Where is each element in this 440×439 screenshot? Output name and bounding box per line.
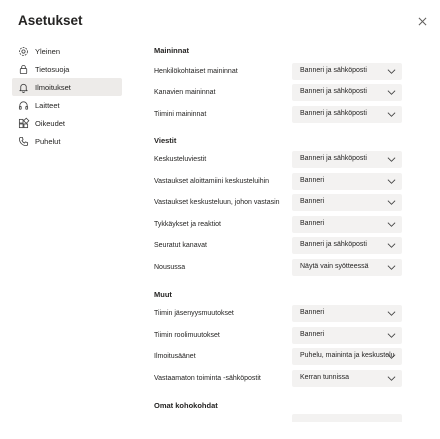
team-role-select[interactable] — [292, 327, 402, 344]
sidebar-item-label: Tietosuoja — [35, 64, 70, 74]
chevron-down-icon — [387, 310, 396, 317]
select-value: Näytä vain syötteessä — [300, 263, 369, 270]
setting-label: Kanavien maininnat — [154, 89, 216, 96]
chevron-down-icon — [387, 89, 396, 96]
select-value: Banneri ja sähköposti — [300, 110, 367, 117]
setting-row-team-membership — [154, 305, 404, 323]
select-value: Banneri ja sähköposti — [300, 155, 367, 162]
setting-row-replies-started — [154, 173, 404, 191]
chevron-down-icon — [387, 199, 396, 206]
setting-row-notification-sounds — [154, 348, 404, 366]
setting-row-likes-reactions — [154, 216, 404, 234]
chevron-down-icon — [387, 375, 396, 382]
setting-label: Tiimin roolimuutokset — [154, 332, 220, 339]
section-title-mentions: Maininnat — [154, 46, 189, 55]
section-title-highlights: Omat kohokohdat — [154, 401, 218, 410]
sidebar-item-general[interactable] — [12, 42, 122, 60]
sidebar-item-label: Oikeudet — [35, 118, 66, 128]
setting-label: Vastaukset keskusteluun, johon vastasin — [154, 199, 280, 206]
setting-label: Nousussa — [154, 264, 186, 271]
setting-row-missed-activity-emails — [154, 370, 404, 388]
setting-label: Tiimini maininnat — [154, 111, 207, 118]
sidebar-item-calls[interactable] — [12, 132, 122, 150]
channel-mentions-select[interactable] — [292, 84, 402, 101]
setting-label: Tykkäykset ja reaktiot — [154, 221, 221, 228]
chat-messages-select[interactable] — [292, 151, 402, 168]
select-value: Banneri — [300, 198, 325, 205]
sidebar-item-privacy[interactable] — [12, 60, 122, 78]
chevron-down-icon — [387, 242, 396, 249]
likes-reactions-select[interactable] — [292, 216, 402, 233]
chevron-down-icon — [387, 264, 396, 271]
setting-label: Ilmoitusäänet — [154, 353, 196, 360]
team-membership-select[interactable] — [292, 305, 402, 322]
chevron-down-icon — [387, 332, 396, 339]
section-title-other: Muut — [154, 290, 172, 299]
missed-activity-emails-select[interactable] — [292, 370, 402, 387]
sidebar-item-permissions[interactable] — [12, 114, 122, 132]
setting-row-team-role — [154, 327, 404, 345]
setting-row-trending — [154, 259, 404, 277]
chevron-down-icon — [387, 178, 396, 185]
phone-icon — [18, 136, 29, 147]
select-value: Kerran tunnissa — [300, 374, 350, 381]
chevron-down-icon — [387, 156, 396, 163]
select-value: Banneri — [300, 220, 325, 227]
dialog-title: Asetukset — [18, 13, 83, 28]
sidebar-item-notifications[interactable] — [12, 78, 122, 96]
setting-label: Vastaukset aloittamiini keskusteluihin — [154, 178, 270, 185]
setting-label: Keskusteluviestit — [154, 156, 207, 163]
setting-row-replies-replied — [154, 194, 404, 212]
select-value: Banneri — [300, 177, 325, 184]
lock-icon — [18, 64, 29, 75]
sidebar-item-devices[interactable] — [12, 96, 122, 114]
headset-icon — [18, 100, 29, 111]
chevron-down-icon — [387, 111, 396, 118]
personal-mentions-select[interactable] — [292, 63, 402, 80]
notification-sounds-select[interactable] — [292, 348, 402, 365]
select-value: Banneri — [300, 309, 325, 316]
chevron-down-icon — [387, 68, 396, 75]
setting-row-followed-channels — [154, 237, 404, 255]
select-value: Banneri ja sähköposti — [300, 67, 367, 74]
bell-icon — [18, 82, 29, 93]
select-value: Banneri ja sähköposti — [300, 241, 367, 248]
section-title-messages: Viestit — [154, 136, 177, 145]
sidebar-item-label: Puhelut — [35, 136, 61, 146]
sidebar-item-label: Ilmoitukset — [35, 82, 71, 92]
setting-label: Tiimin jäsenyysmuutokset — [154, 310, 234, 317]
setting-label: Seuratut kanavat — [154, 242, 207, 249]
gear-icon — [18, 46, 29, 57]
replies-replied-select[interactable] — [292, 194, 402, 211]
followed-channels-select[interactable] — [292, 237, 402, 254]
close-button[interactable] — [414, 13, 430, 29]
chevron-down-icon — [387, 353, 396, 360]
replies-started-select[interactable] — [292, 173, 402, 190]
setting-row-team-mentions — [154, 106, 404, 124]
sidebar-item-label: Yleinen — [35, 46, 61, 56]
sidebar-item-label: Laitteet — [35, 100, 60, 110]
setting-label: Vastaamaton toiminta -sähköpostit — [154, 375, 261, 382]
setting-row-channel-mentions — [154, 84, 404, 102]
chevron-down-icon — [387, 221, 396, 228]
setting-row-chat-messages — [154, 151, 404, 169]
highlights-select[interactable] — [292, 414, 402, 422]
trending-select[interactable] — [292, 259, 402, 276]
setting-label: Henkilökohtaiset maininnat — [154, 68, 238, 75]
select-value: Banneri — [300, 331, 325, 338]
close-icon — [418, 17, 427, 26]
settings-sidebar — [12, 42, 122, 150]
select-value: Banneri ja sähköposti — [300, 88, 367, 95]
select-value: Puhelu, maininta ja keskustelu — [300, 352, 395, 359]
setting-row-personal-mentions — [154, 63, 404, 81]
apps-icon — [18, 118, 29, 129]
team-mentions-select[interactable] — [292, 106, 402, 123]
